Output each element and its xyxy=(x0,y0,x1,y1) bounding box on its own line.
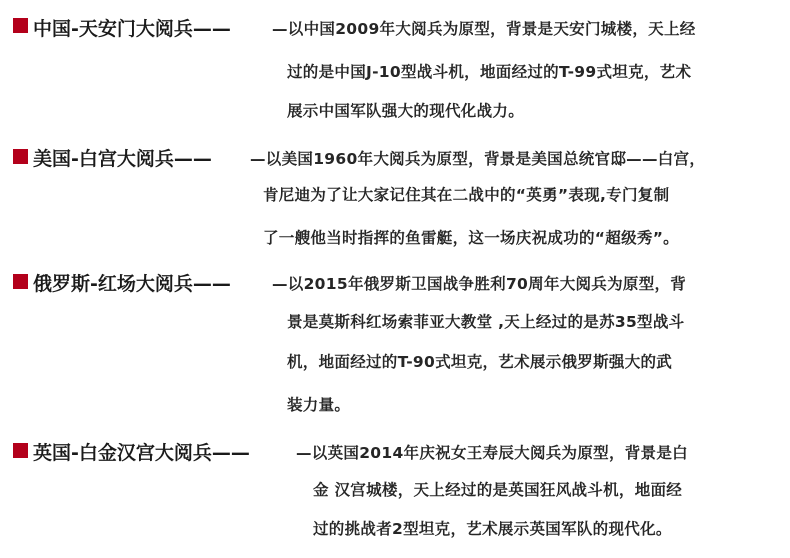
entry-text-line: 过的挑战者2型坦克，艺术展示英国军队的现代化。 xyxy=(313,520,672,538)
red-square-marker-icon xyxy=(13,18,28,33)
entry-title: 英国-白金汉宫大阅兵—— xyxy=(33,442,250,464)
entry-text-line: 肯尼迪为了让大家记住其在二战中的“英勇”表现,专门复制 xyxy=(263,186,670,204)
entry-text-line: —以中国2009年大阅兵为原型，背景是天安门城楼，天上经 xyxy=(272,20,696,38)
red-square-marker-icon xyxy=(13,274,28,289)
entry-text-line: 装力量。 xyxy=(287,396,351,414)
entry-title: 美国-白宫大阅兵—— xyxy=(33,148,212,170)
entry-text-line: 金 汉宫城楼，天上经过的是英国狂风战斗机，地面经 xyxy=(313,481,683,499)
entry-title: 中国-天安门大阅兵—— xyxy=(33,18,231,40)
entry-text-line: —以美国1960年大阅兵为原型，背景是美国总统官邸——白宫， xyxy=(250,150,706,168)
entry-text-line: 了一艘他当时指挥的鱼雷艇，这一场庆祝成功的“超级秀”。 xyxy=(263,229,679,247)
entry-title: 俄罗斯-红场大阅兵—— xyxy=(33,273,231,295)
entry-text-line: 展示中国军队强大的现代化战力。 xyxy=(287,102,525,120)
entry-text-line: 过的是中国J-10型战斗机，地面经过的T-99式坦克，艺术 xyxy=(287,63,692,81)
entry-text-line: 景是莫斯科红场索菲亚大教堂 ,天上经过的是苏35型战斗 xyxy=(287,313,685,331)
red-square-marker-icon xyxy=(13,443,28,458)
entry-text-line: —以英国2014年庆祝女王寿辰大阅兵为原型，背景是白 xyxy=(296,444,688,462)
entry-text-line: —以2015年俄罗斯卫国战争胜利70周年大阅兵为原型，背 xyxy=(272,275,687,293)
entry-text-line: 机，地面经过的T-90式坦克，艺术展示俄罗斯强大的武 xyxy=(287,353,673,371)
red-square-marker-icon xyxy=(13,149,28,164)
